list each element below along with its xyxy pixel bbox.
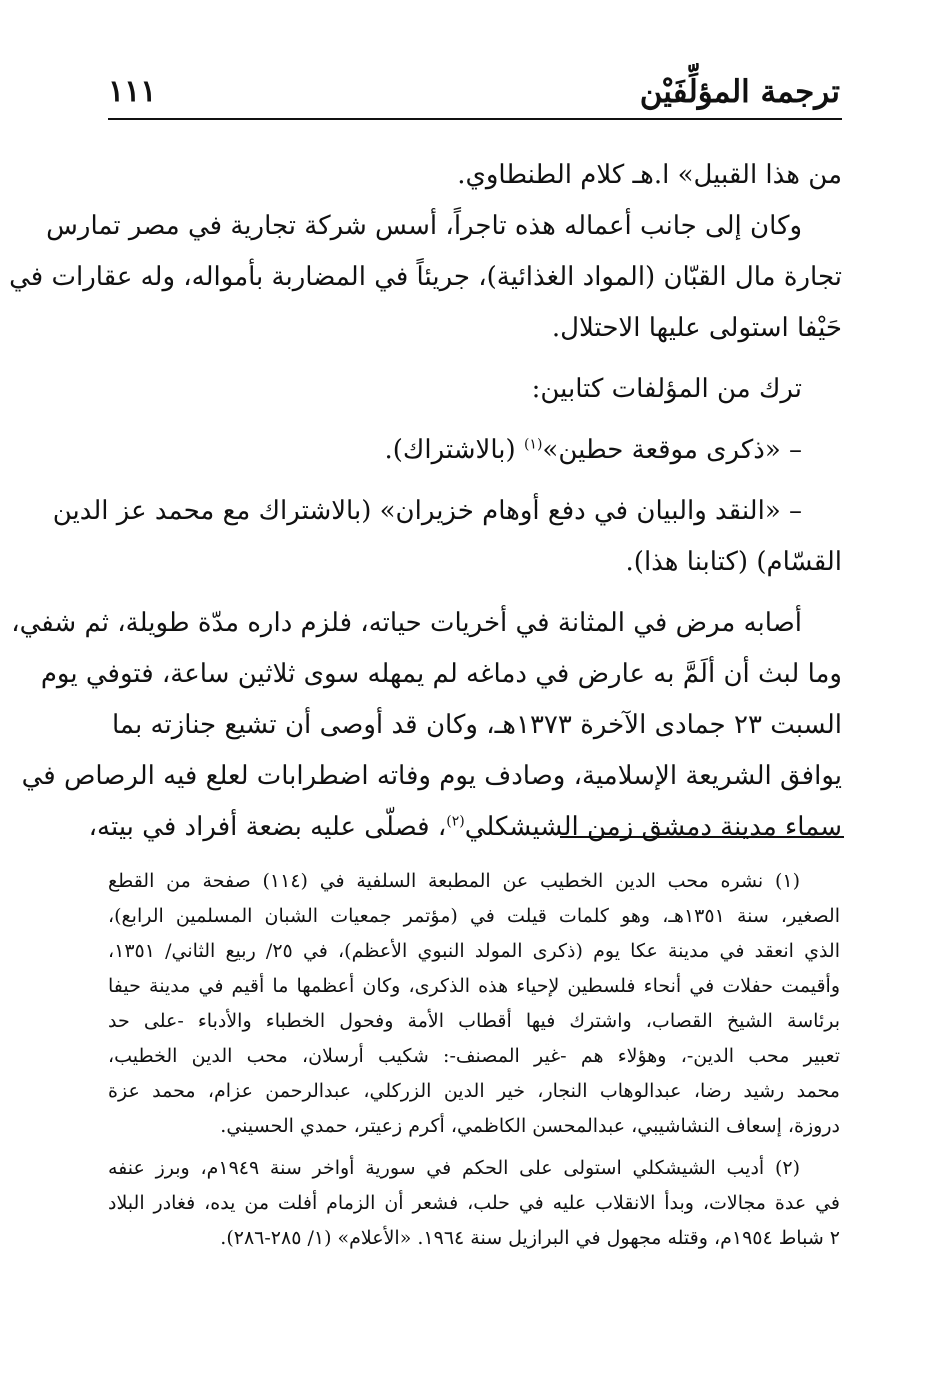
footnote-1-line: دروزة، إسعاف النشاشيبي، عبدالمحسن الكاظمي، أكرم زعيتر، حمدي الحسيني.: [220, 1115, 840, 1137]
footnote-ref-1[interactable]: (١): [523, 436, 543, 453]
text-line: حَيْفا استولى عليها الاحتلال.: [551, 313, 842, 343]
footnote-1-line: وأقيمت حفلات في أنحاء فلسطين لإحياء هذه الذكرى، وكان أعظمها ما أقيم في مدينة حيفا: [108, 975, 840, 997]
footnote-separator: [560, 836, 844, 838]
text-part-tail: ، فصلّى عليه بضعة أفراد في بيته،: [88, 812, 447, 842]
text-line: وكان إلى جانب أعماله هذه تاجراً، أسس شركة تجارية في مصر تمارس: [46, 211, 802, 241]
footnote-ref-2[interactable]: (٢): [446, 813, 465, 830]
footnote-1-line: برئاسة الشيخ القصاب، واشترك فيها أقطاب الأمة وفحول الخطباء والأدباء -على حد: [108, 1010, 840, 1032]
footnote-1-line: الصغير، سنة ١٣٥١هـ، وهو كلمات قيلت في (مؤتمر جمعيات الشبان المسلمين الرابع)،: [108, 905, 840, 927]
footnote-1-line: الذي انعقد في مدينة عكا يوم (ذكرى المولد النبوي الأعظم)، في ٢٥/ ربيع الثاني/ ١٣٥١،: [108, 940, 841, 962]
running-title: ترجمة المؤلِّفَيْن: [639, 74, 840, 110]
text-line: يوافق الشريعة الإسلامية، وصادف يوم وفاته اضطرابات لعلع فيه الرصاص في: [21, 761, 842, 791]
book-title-1: – «ذكرى موقعة حطين»: [542, 435, 802, 465]
text-line-with-note: [112, 425, 842, 476]
text-line: وما لبث أن ألَمَّ به عارض في دماغه لم يمهله سوى ثلاثين ساعة، فتوفي يوم: [40, 659, 842, 689]
text-line: تجارة مال القبّان (المواد الغذائية)، جريئاً في المضاربة بأمواله، وله عقارات في: [9, 262, 842, 292]
text-line-with-note: [88, 802, 842, 853]
text-line: – «النقد والبيان في دفع أوهام خزيران» (بالاشتراك مع محمد عز الدين: [52, 496, 802, 526]
header-rule: [108, 118, 842, 120]
footnote-1-line: (١) نشره محب الدين الخطيب عن المطبعة السلفية في (١١٤) صفحة من القطع: [108, 870, 800, 892]
footnote-1-line: محمد رشيد رضا، عبدالوهاب النجار، خير الدين الزركلي، عبدالرحمن عزام، محمد عزة: [108, 1080, 840, 1102]
text-line: ترك من المؤلفات كتابين:: [531, 374, 802, 404]
footnotes: [108, 864, 840, 1256]
main-text: [9, 150, 842, 853]
text-line: أصابه مرض في المثانة في أخريات حياته، فلزم داره مدّة طويلة، ثم شفي،: [11, 608, 802, 638]
running-head: [108, 68, 840, 112]
footnote-2-line: (٢) أديب الشيشكلي استولى على الحكم في سورية أواخر سنة ١٩٤٩م، وبرز عنفه: [108, 1157, 800, 1179]
footnote-1-line: تعبير محب الدين-، وهؤلاء هم -غير المصنف-: شكيب أرسلان، محب الدين الخطيب،: [108, 1045, 840, 1067]
footnote-2-line: ٢ شباط ١٩٥٤م، وقتله مجهول في البرازيل سنة ١٩٦٤. «الأعلام» (١/ ٢٨٥-٢٨٦).: [220, 1227, 840, 1249]
footnote-2-line: في عدة مجالات، وبدأ الانقلاب عليه في حلب، فشعر أن الزمام أفلت من يده، فغادر البلاد: [108, 1192, 840, 1214]
book-title-1-tail: (بالاشتراك).: [384, 435, 516, 465]
page-number: ١١١: [108, 74, 157, 109]
text-line: السبت ٢٣ جمادى الآخرة ١٣٧٣هـ، وكان قد أوصى أن تشيع جنازته بما: [112, 710, 842, 740]
text-line: من هذا القبيل» ا.هـ كلام الطنطاوي.: [457, 160, 842, 190]
text-part: سماء مدينة دمشق زمن الشيشكلي: [464, 812, 842, 842]
text-line: القسّام) (كتابنا هذا).: [625, 547, 842, 577]
